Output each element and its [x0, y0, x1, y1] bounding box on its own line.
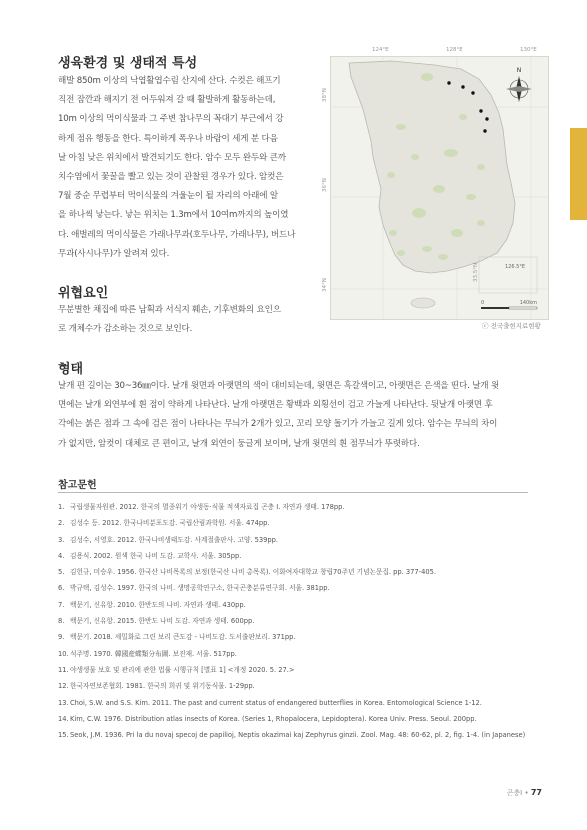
lat-label-36: 36°N: [322, 178, 328, 192]
reference-text: 한국자연보존협회. 1981. 한국의 희귀 및 위기동식물. 1-29pp.: [70, 682, 255, 691]
occurrence-point: [479, 109, 482, 112]
lon-label-130: 130°E: [520, 47, 537, 53]
habitat-area: [422, 246, 432, 252]
references-list: [58, 499, 528, 743]
habitat-text: [58, 72, 320, 264]
habitat-area: [477, 164, 485, 170]
threat-text: [58, 301, 320, 339]
text-line: 해발 850m 이상의 낙엽활엽수림 산지에 산다. 수컷은 해프기: [58, 76, 281, 86]
lat-label-34: 34°N: [322, 278, 328, 292]
habitat-area: [412, 208, 426, 218]
text-line: 날개 편 길이는 30~36㎜이다. 날개 윗면과 아랫면의 색이 대비되는데, 윗면은 흑갈색이고, 아랫면은 은색을 띤다. 날개 윗: [58, 381, 500, 391]
north-arrow-icon: [506, 76, 532, 102]
reference-item: [58, 695, 528, 711]
habitat-area: [459, 114, 467, 120]
reference-item: [58, 727, 528, 743]
reference-number: 7.: [58, 600, 65, 609]
lat-label-33-5: 33.5°N: [473, 262, 479, 282]
reference-text: 박규택, 김성수. 1997. 한국의 나비. 생명공학연구소, 한국곤충분류연구회. 서울. 381pp.: [70, 584, 330, 593]
reference-item: [58, 646, 528, 662]
reference-number: 14.: [58, 714, 69, 723]
habitat-area: [397, 250, 405, 256]
reference-number: 10.: [58, 649, 69, 658]
korea-peninsula: [349, 61, 515, 273]
reference-number: 6.: [58, 584, 65, 593]
north-label: N: [516, 67, 522, 74]
references-divider: [58, 492, 528, 493]
occurrence-point: [447, 81, 450, 84]
lat-label-38: 38°N: [322, 88, 328, 102]
reference-item: [58, 548, 528, 564]
habitat-area: [444, 149, 458, 157]
reference-item: [58, 532, 528, 548]
text-line: 10m 이상의 먹이식물과 그 주변 참나무의 꼭대기 부근에서 강: [58, 114, 284, 125]
text-line: 무분별한 채집에 따른 남획과 서식지 훼손, 기후변화의 요인으: [58, 305, 281, 315]
reference-text: 김용식. 2002. 원색 한국 나비 도감. 교학사. 서울. 305pp.: [70, 551, 242, 560]
references-title: 참고문헌: [58, 480, 97, 491]
reference-item: [58, 580, 528, 596]
reference-text: 야생생물 보호 및 관리에 관한 법률 시행규칙 [별표 1] <개정 2020. 5. 27.>: [70, 665, 295, 674]
form-text: [58, 377, 530, 454]
habitat-area: [389, 230, 397, 236]
reference-item: [58, 564, 528, 580]
map-caption: ⓒ 전국출현지료현황: [482, 322, 541, 330]
reference-item: [58, 499, 528, 515]
text-line: 날 아침 낮은 위치에서 발견되기도 한다. 암수 모두 완두와 큰까: [58, 152, 286, 163]
reference-item: [58, 597, 528, 613]
habitat-area: [438, 254, 448, 260]
text-line: 각에는 붉은 점과 그 속에 검은 점이 나타나는 무늬가 2개가 있고, 꼬리 모양 돌기가 가늘고 길게 있다. 암수는 무늬의 차이: [58, 419, 498, 430]
habitat-area: [387, 172, 395, 178]
text-line: 직전 잠깐과 해지기 전 어두워져 갈 때 활발하게 활동하는데,: [58, 95, 276, 106]
habitat-area: [411, 154, 419, 160]
reference-text: Seok, J.M. 1936. Pri la du novaj specoj de papilioj, Neptis okazimai kaj Zephyrus ginzii. Zool. Mag. 48: 60-62, pl. 2, fig. 1-4. (in Japanese): [70, 731, 526, 740]
section-title-threat: 위협요인: [58, 286, 109, 301]
reference-item: [58, 711, 528, 727]
reference-text: 김헌규, 미승우. 1956. 한국산 나비목록의 보정(한국산 나비 총목록). 이화여자대학교 창립70주년 기념논문집. pp. 377-405.: [70, 568, 436, 577]
lon-label-124: 124°E: [372, 47, 389, 53]
reference-number: 3.: [58, 535, 65, 544]
reference-number: 12.: [58, 682, 69, 691]
text-line: 면에는 날개 외연부에 흰 점이 약하게 나타난다. 날개 아랫면은 황백과 외횡선이 검고 가늘게 나타난다. 뒷날개 아랫면 후: [58, 400, 493, 411]
text-line: 하게 점유 행동을 한다. 특이하게 폭우나 바람이 세게 분 다음: [58, 133, 278, 144]
habitat-area: [466, 194, 476, 200]
occurrence-point: [483, 129, 486, 132]
reference-text: Choi, S.W. and S.S. Kim. 2011. The past and current status of endangered butterflies in Korea. Entomological Science 1-12.: [70, 698, 482, 707]
text-line: 을 하나씩 낳는다. 낳는 위치는 1.3m에서 10여m까지의 높이였: [58, 210, 289, 221]
reference-number: 13.: [58, 698, 69, 707]
occurrence-point: [461, 85, 464, 88]
text-line: 가 없지만, 암컷이 대체로 큰 편이고, 날개 외연이 둥글게 보이며, 날개 윗면의 흰 점무늬가 뚜렷하다.: [58, 438, 420, 449]
scale-end: 140km: [519, 300, 537, 306]
reference-text: 백문기. 2018. 세밀화로 그린 보리 큰도감 - 나비도감. 도서출판보리. 371pp.: [70, 633, 296, 642]
page-number: 77: [530, 788, 542, 797]
reference-number: 11.: [58, 665, 69, 674]
habitat-area: [451, 229, 463, 237]
section-title-habitat: 생육환경 및 생태적 특성: [58, 56, 198, 71]
reference-number: 1.: [58, 503, 65, 511]
habitat-area: [421, 73, 433, 81]
text-line: 7월 중순 무렵부터 먹이식물의 겨울눈이 될 자리의 아래에 알: [58, 191, 278, 202]
reference-item: [58, 678, 528, 694]
inset-box: [479, 257, 537, 293]
text-line: 치수염에서 꽃꿀을 빨고 있는 것이 관찰된 경우가 있다. 암컷은: [58, 172, 284, 183]
reference-item: [58, 613, 528, 629]
text-line: 다. 애벌레의 먹이식물은 가래나무과(호두나무, 가래나무), 버드나: [58, 229, 296, 240]
reference-item: [58, 515, 528, 531]
reference-number: 5.: [58, 568, 65, 577]
section-title-form: 형태: [58, 362, 84, 377]
reference-number: 15.: [58, 731, 69, 740]
reference-text: Kim, C.W. 1976. Distribution atlas insects of Korea. (Series 1, Rhopalocera, Lepidoptera). Korea Univ. Press. Seoul. 200pp.: [70, 714, 477, 723]
reference-item: [58, 629, 528, 645]
habitat-area: [396, 124, 406, 130]
occurrence-point: [471, 91, 474, 94]
chapter-side-tab: [570, 128, 587, 220]
scale-bar: [481, 307, 537, 309]
reference-text: 김성수, 서영호. 2012. 한국나비생태도감. 사계절출판사. 고양. 539pp.: [70, 535, 279, 544]
habitat-area: [477, 220, 485, 226]
reference-number: 8.: [58, 617, 65, 626]
habitat-area: [433, 185, 445, 193]
reference-number: 4.: [58, 551, 65, 560]
reference-text: 백문기, 신유항. 2010. 한반도의 나비. 자연과 생태. 430pp.: [70, 600, 246, 609]
reference-item: [58, 662, 528, 678]
korea-map-svg: [331, 57, 548, 319]
lon-label-128: 128°E: [446, 47, 463, 53]
occurrence-point: [485, 117, 488, 120]
reference-number: 9.: [58, 633, 65, 642]
inset-label: 126.5°E: [505, 264, 525, 270]
jeju-island: [411, 298, 435, 308]
reference-text: 김성수 등. 2012. 한국나비분포도감. 국립산림과학원. 서울. 474pp.: [70, 519, 270, 528]
reference-text: 백문기, 신유항. 2015. 한반도 나비 도감. 자연과 생태. 600pp.: [70, 617, 255, 626]
reference-text: 국립생물자원관. 2012. 한국의 멸종위기 야생동·식물 적색자료집 곤충 I. 자연과 생태. 178pp.: [70, 503, 345, 511]
reference-text: 석주명. 1970. 韓國産蝶類分布圖. 보진재. 서울. 517pp.: [70, 649, 237, 658]
footer-chapter: 곤충Ⅰ: [506, 789, 523, 797]
text-line: 로 개체수가 감소하는 것으로 보인다.: [58, 324, 193, 335]
reference-number: 2.: [58, 519, 65, 528]
scale-start: 0: [481, 300, 485, 306]
footer-separator: •: [524, 789, 529, 797]
distribution-map: [330, 56, 549, 320]
page-footer: [507, 788, 542, 798]
text-line: 무과(사시나무)가 알려져 있다.: [58, 248, 170, 259]
